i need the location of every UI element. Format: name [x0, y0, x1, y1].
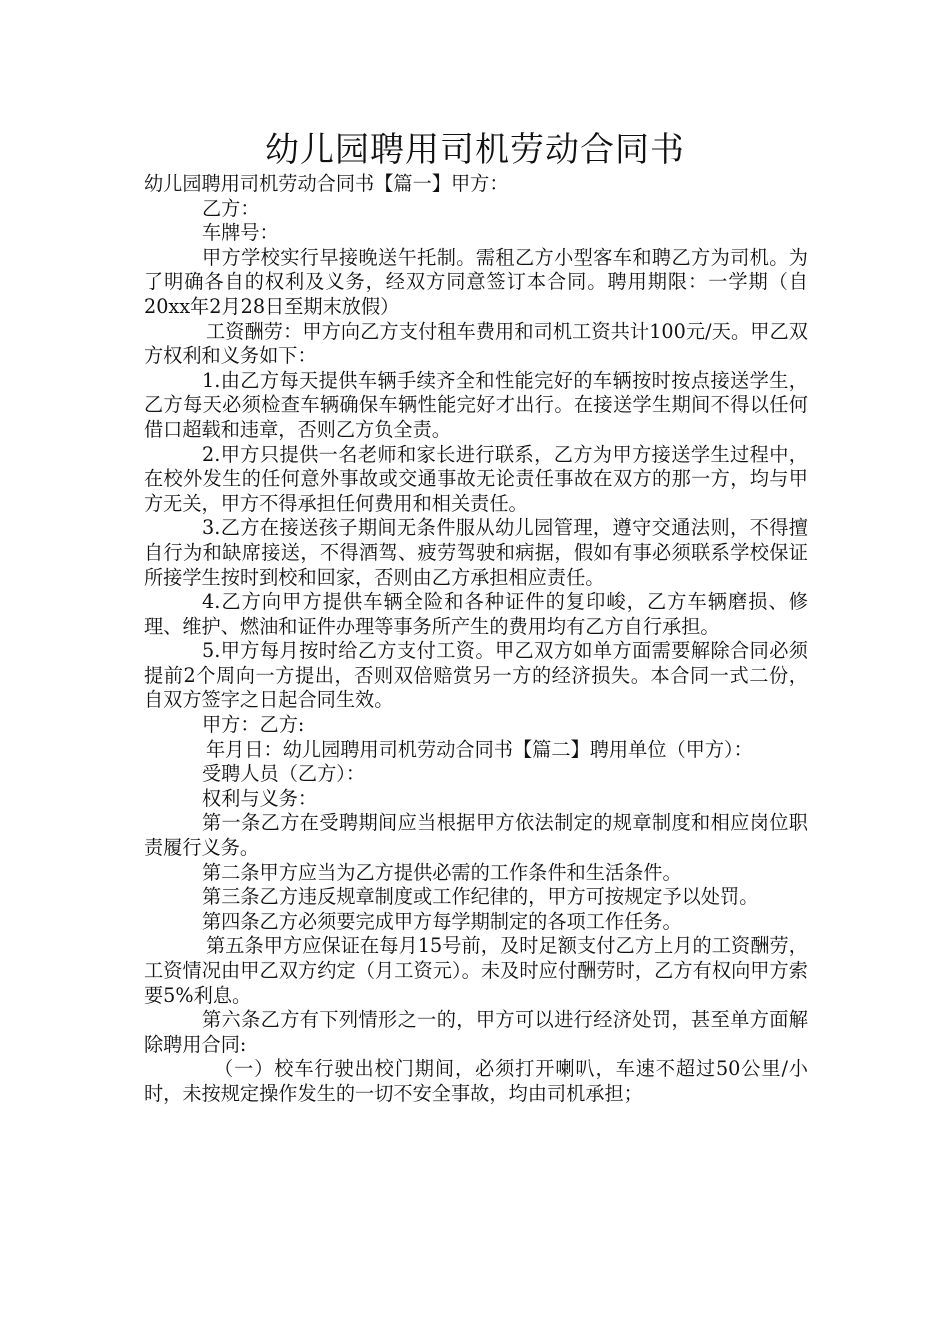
paragraph-party-b: 乙方：	[202, 196, 260, 220]
paragraph-date-part-two: 年月日：幼儿园聘用司机劳动合同书【篇二】聘用单位（甲方）：	[206, 737, 753, 761]
paragraph-article-6: 第六条乙方有下列情形之一的，甲方可以进行经济处罚，甚至单方面解除聘用合同:	[144, 1008, 808, 1056]
paragraph-clause-3: 3.乙方在接送孩子期间无条件服从幼儿园管理，遵守交通法则，不得擅自行为和缺席接送，不得酒驾、疲劳驾驶和病据，假如有事必须联系学校保证所接学生按时到校和回家，否则由乙方承担相应责任。	[144, 516, 808, 589]
paragraph-plate-number: 车牌号：	[202, 221, 279, 245]
paragraph-intro: 幼儿园聘用司机劳动合同书【篇一】甲方：	[144, 172, 509, 195]
paragraph-clause-1: 1.由乙方每天提供车辆手续齐全和性能完好的车辆按时按点接送学生，乙方每天必须检查车辆确保车辆性能完好才出行。在接送学生期间不得以任何借口超载和违章，否则乙方负全责。	[144, 368, 808, 441]
paragraph-article-5: 第五条甲方应保证在每月15号前，及时足额支付乙方上月的工资酬劳，工资情况由甲乙双方约定（月工资元）。未及时应付酬劳时，乙方有权向甲方索要5%利息。	[144, 934, 808, 1007]
paragraph-purpose: 甲方学校实行早接晚送午托制。需租乙方小型客车和聘乙方为司机。为了明确各自的权利及义务，经双方同意签订本合同。聘用期限：一学期（自20xx年2月28日至期末放假）	[144, 245, 808, 318]
paragraph-clause-5: 5.甲方每月按时给乙方支付工资。甲乙双方如单方面需要解除合同必须提前2个周向一方提出，否则双倍赔赏另一方的经济损失。本合同一式二份，自双方签字之日起合同生效。	[144, 639, 808, 712]
paragraph-clause-4: 4.乙方向甲方提供车辆全险和各种证件的复印峻，乙方车辆磨损、修理、维护、燃油和证件办理等事务所产生的费用均有乙方自行承担。	[144, 590, 808, 638]
paragraph-article-4: 第四条乙方必须要完成甲方每学期制定的各项工作任务。	[202, 909, 682, 933]
paragraph-employee: 受聘人员（乙方）：	[202, 762, 366, 786]
paragraph-salary: 工资酬劳：甲方向乙方支付租车费用和司机工资共计100元/天。甲乙双方权利和义务如下：	[144, 319, 808, 368]
paragraph-rights-duties: 权利与义务：	[202, 786, 318, 810]
paragraph-article-6-item-1: （一）校车行驶出校门期间，必须打开喇叭，车速不超过50公里/小时，未按规定操作发生的一切不安全事故，均由司机承担；	[144, 1057, 808, 1105]
paragraph-article-3: 第三条乙方违反规章制度或工作纪律的，甲方可按规定予以处罚。	[202, 885, 759, 909]
paragraph-clause-2: 2.甲方只提供一名老师和家长进行联系，乙方为甲方接送学生过程中，在校外发生的任何意外事故或交通事故无论责任事故在双方的那一方，均与甲方无关，甲方不得承担任何费用和相关责任。	[144, 442, 808, 515]
document-body	[144, 172, 808, 1107]
paragraph-signatures: 甲方：乙方:	[202, 713, 305, 737]
document-title: 幼儿园聘用司机劳动合同书	[265, 130, 685, 170]
paragraph-article-1: 第一条乙方在受聘期间应当根据甲方依法制定的规章制度和相应岗位职责履行义务。	[144, 811, 808, 860]
paragraph-article-2: 第二条甲方应当为乙方提供必需的工作条件和生活条件。	[202, 860, 682, 884]
